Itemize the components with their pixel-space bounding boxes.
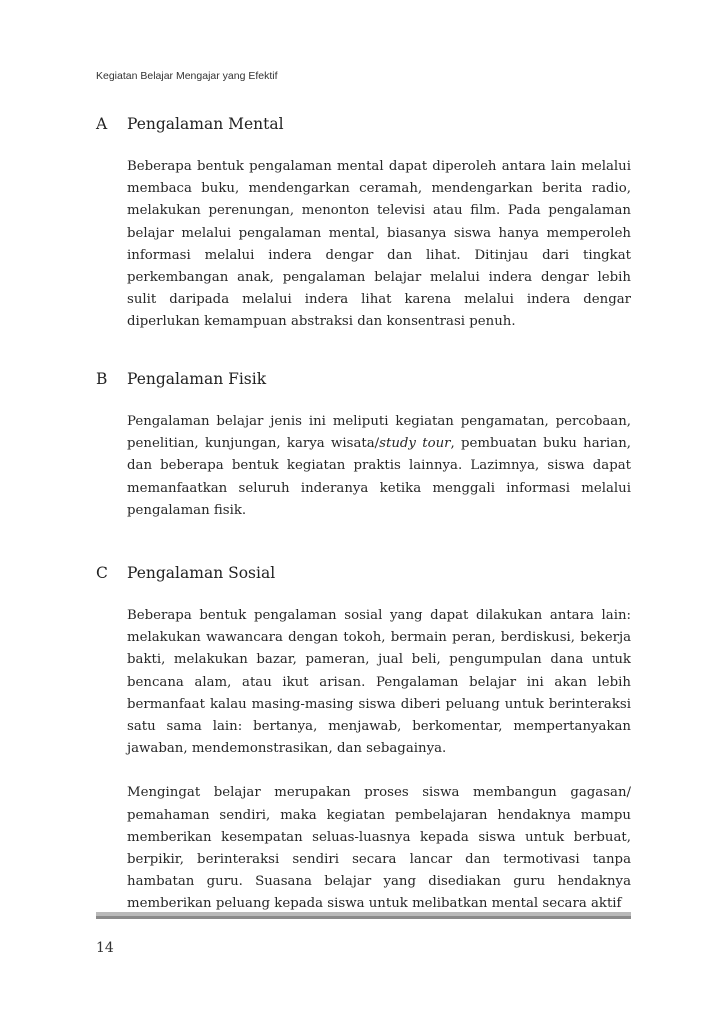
section-letter: B (96, 370, 108, 388)
footer-rule-dark (96, 916, 631, 919)
paragraph (127, 411, 631, 522)
section-title: Pengalaman Fisik (127, 370, 267, 388)
paragraph-text: Pengalaman belajar jenis ini meliputi kegiatan pengamatan, percobaan, penelitian, kunjungan, karya wisata/ (127, 414, 631, 452)
section-heading (96, 113, 631, 135)
page-number: 14 (96, 940, 114, 956)
section-pengalaman-mental (96, 113, 631, 334)
paragraph-text: , pembuatan buku harian, dan beberapa bentuk kegiatan praktis lainnya. Lazimnya, siswa dapat memanfaatkan seluruh inderanya ketika menggali informasi melalui pengalaman fisik. (127, 436, 631, 518)
section-letter: C (96, 564, 108, 582)
section-pengalaman-sosial (96, 562, 631, 916)
section-letter: A (96, 115, 108, 133)
section-heading (96, 562, 631, 584)
running-header: Kegiatan Belajar Mengajar yang Efektif (96, 70, 278, 82)
italic-term: study tour (379, 436, 451, 452)
paragraph: Beberapa bentuk pengalaman mental dapat diperoleh antara lain melalui membaca buku, mendengarkan ceramah, mendengarkan berita radio, melakukan perenungan, menonton televisi atau film. Pada pengalaman belajar melalui pengalaman mental, biasanya siswa hanya memperoleh informasi melalui indera dengar dan lihat. Ditinjau dari tingkat perkembangan anak, pengalaman belajar melalui indera dengar lebih sulit daripada melalui indera lihat karena melalui indera dengar diperlukan kemampuan abstraksi dan konsentrasi penuh. (127, 159, 631, 330)
paragraph: Mengingat belajar merupakan proses siswa membangun gagasan/ pemahaman sendiri, maka kegiatan pembelajaran hendaknya mampu memberikan kesempatan seluas-luasnya kepada siswa untuk berbuat, berpikir, berinteraksi sendiri secara lancar dan termotivasi tanpa hambatan guru. Suasana belajar yang disediakan guru hendaknya memberikan peluang kepada siswa untuk melibatkan mental secara aktif (127, 785, 631, 912)
section-title: Pengalaman Sosial (127, 564, 276, 582)
section-pengalaman-fisik (96, 368, 631, 522)
paragraph: Beberapa bentuk pengalaman sosial yang dapat dilakukan antara lain: melakukan wawancara dengan tokoh, bermain peran, berdiskusi, bekerja bakti, melakukan bazar, pameran, jual beli, pengumpulan dana untuk bencana alam, atau ikut arisan. Pengalaman belajar ini akan lebih bermanfaat kalau masing-masing siswa diberi peluang untuk berinteraksi satu sama lain: bertanya, menjawab, berkomentar, mempertanyakan jawaban, mendemonstrasikan, dan sebagainya. (127, 608, 631, 757)
section-title: Pengalaman Mental (127, 115, 284, 133)
section-heading (96, 368, 631, 390)
